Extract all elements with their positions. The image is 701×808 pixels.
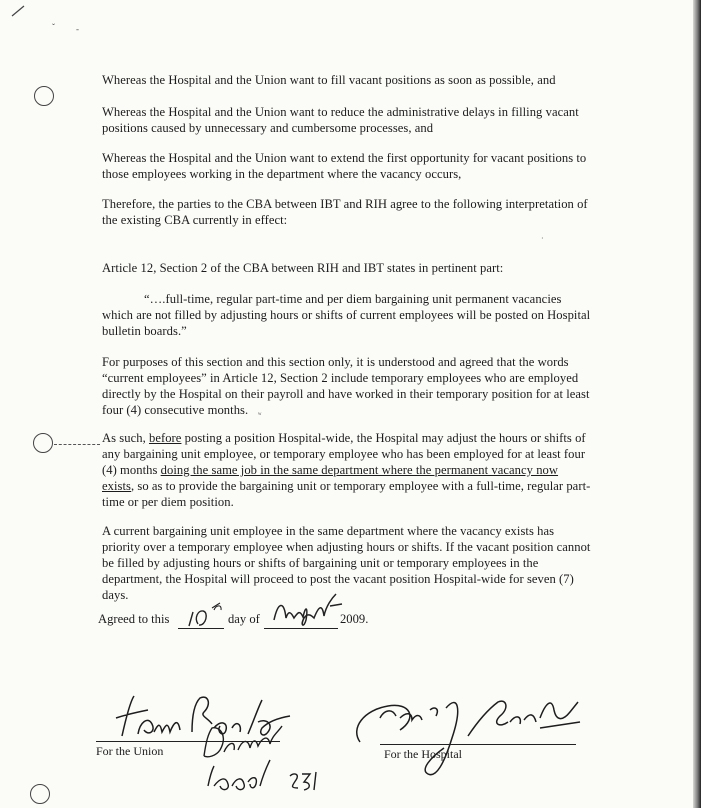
punch-hole-middle (33, 433, 53, 453)
article-12-quote: “….full-time, regular part-time and per diem bargaining unit permanent vacancies which are not filled by adjusting hours or shifts of current employees will be posted on Hospital bulletin boards.” (102, 292, 591, 338)
punch-hole-top (34, 86, 54, 106)
handwritten-local-note (198, 716, 328, 806)
therefore-clause: Therefore, the parties to the CBA between IBT and RIH agree to the following interpretation of the existing CBA currently in effect: (102, 197, 588, 227)
hospital-signature-line (380, 744, 576, 745)
whereas-extend-opportunity: Whereas the Hospital and the Union want to extend the first opportunity for vacant positions to those employees working in the department where the vacancy occurs, (102, 151, 587, 181)
stray-mark: ʷ (258, 410, 262, 419)
hospital-signature (340, 688, 590, 788)
stray-mark (8, 2, 32, 20)
handwritten-day (184, 598, 234, 632)
whereas-reduce-delays: Whereas the Hospital and the Union want to reduce the administrative delays in filling vacant positions caused by unnecessary and cumbersome processes, and (102, 105, 579, 135)
stray-mark: - (76, 24, 79, 34)
day-of-label: day of (228, 612, 260, 626)
adjust-hours-text: As such, (102, 431, 149, 445)
agreement-year: 2009. (340, 612, 369, 626)
adjust-hours-clause (102, 430, 592, 510)
same-job-underlined: doing the same job in the same department where the permanent vacancy now exists (102, 463, 559, 493)
scan-edge (693, 0, 701, 808)
purposes-clause: For purposes of this section and this section only, it is understood and agreed that the words “current employees” in Article 12, Section 2 include temporary employees who are employed directly by the Hospital on their payroll and have worked in their temporary position for at least four (4) consecutive months. (102, 355, 590, 417)
before-underlined: before (148, 431, 182, 445)
agreed-prefix: Agreed to this (98, 612, 170, 626)
handwritten-month (270, 590, 350, 632)
union-label: For the Union (96, 744, 164, 758)
stray-mark: ˇ (52, 22, 55, 32)
adjust-hours-text: posting a position Hospital-wide, the Hospital may adjust the hours or shifts of any bargaining unit employee, or temporary employee who has been employed for at least four (4) months (102, 431, 586, 477)
priority-clause: A current bargaining unit employee in the same department where the vacancy exists has priority over a temporary employee when adjusting hours or shifts. If the vacant position cannot be filled by adjusting hours or shifts of bargaining unit or temporary employees in the department, the Hospital will proceed to post the vacant position Hospital-wide for seven (7) days. (102, 524, 591, 602)
article-12-intro: Article 12, Section 2 of the CBA between RIH and IBT states in pertinent part: (102, 261, 504, 275)
stray-mark: · (541, 234, 544, 243)
margin-dash-line (54, 444, 100, 445)
adjust-hours-text: , so as to provide the bargaining unit or temporary employee with a full-time, regular part-time or per diem position. (102, 479, 591, 509)
punch-hole-bottom (30, 784, 50, 804)
hospital-label: For the Hospital (384, 747, 462, 761)
whereas-fill-positions: Whereas the Hospital and the Union want to fill vacant positions as soon as possible, and (102, 73, 556, 87)
